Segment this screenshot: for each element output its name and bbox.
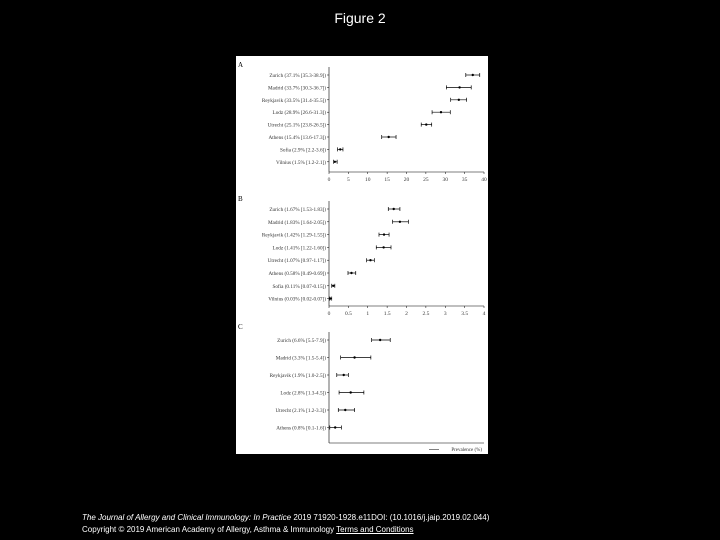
x-tick-label: 5 bbox=[347, 177, 350, 183]
point-estimate bbox=[344, 409, 346, 411]
x-tick-label: 30 bbox=[442, 177, 448, 183]
point-estimate bbox=[334, 161, 336, 163]
row-label: Athens (0.8% [0.1-1.6]) bbox=[276, 425, 326, 432]
point-estimate bbox=[369, 259, 371, 261]
panel-c bbox=[238, 323, 484, 453]
row-label: Lodz (28.9% [26.6-31.3]) bbox=[272, 110, 326, 117]
point-estimate bbox=[332, 285, 334, 287]
row-label: Madrid (33.7% [30.3-36.7]) bbox=[267, 85, 326, 92]
x-tick-label: 4 bbox=[482, 311, 486, 317]
x-tick-label: 35 bbox=[461, 177, 468, 183]
copyright-text: Copyright © 2019 American Academy of Allergy, Asthma & Immunology bbox=[82, 525, 335, 534]
row-label: Vilnius (0.03% [0.02-0.07]) bbox=[268, 296, 326, 303]
point-estimate bbox=[343, 374, 345, 376]
citation-line bbox=[82, 512, 489, 524]
point-estimate bbox=[399, 221, 401, 223]
row-label: Lodz (2.8% [1.3-4.5]) bbox=[280, 390, 326, 397]
x-tick-label: 2.5 bbox=[422, 311, 430, 317]
terms-link[interactable]: Terms and Conditions bbox=[336, 525, 414, 534]
row-label: Sofia (0.11% [0.07-0.15]) bbox=[272, 283, 326, 290]
x-tick-label: 1 bbox=[366, 311, 370, 317]
point-estimate bbox=[393, 208, 395, 210]
figure-panel bbox=[236, 56, 488, 454]
row-label: Athens (15.4% [13.6-17.3]) bbox=[268, 135, 326, 141]
x-tick-label: 20 bbox=[403, 177, 410, 183]
x-tick-label: 0 bbox=[327, 177, 331, 183]
point-estimate bbox=[440, 111, 442, 113]
x-tick-label: 10 bbox=[365, 177, 371, 183]
point-estimate bbox=[458, 86, 460, 88]
citation-details: 2019 71920-1928.e11DOI: (10.1016/j.jaip.2019.02.044) bbox=[291, 513, 490, 522]
panel-letter: B bbox=[238, 195, 243, 203]
row-label: Reykjavik (1.9% [1.0-2.5]) bbox=[269, 373, 326, 379]
panel-letter: A bbox=[238, 61, 244, 69]
forest-plot-figure bbox=[236, 56, 488, 454]
panel-letter: C bbox=[238, 323, 243, 331]
point-estimate bbox=[353, 356, 355, 358]
row-label: Utrecht (2.1% [1.2-3.3]) bbox=[275, 408, 326, 414]
row-label: Madrid (3.3% [1.5-5.4]) bbox=[275, 355, 326, 362]
slide-title: Figure 2 bbox=[334, 10, 386, 26]
point-estimate bbox=[382, 246, 384, 248]
row-label: Athens (0.58% [0.49-0.69]) bbox=[268, 271, 326, 277]
x-tick-label: 3 bbox=[443, 311, 447, 317]
point-estimate bbox=[329, 297, 331, 299]
point-estimate bbox=[387, 136, 389, 138]
row-label: Zurich (6.6% [5.5-7.9]) bbox=[277, 338, 326, 344]
point-estimate bbox=[350, 391, 352, 393]
point-estimate bbox=[472, 74, 474, 76]
x-tick-label: 2 bbox=[405, 311, 408, 317]
x-tick-label: 25 bbox=[423, 177, 429, 183]
panel-a bbox=[238, 61, 487, 183]
row-label: Madrid (1.83% [1.64-2.05]) bbox=[267, 219, 326, 226]
row-label: Lodz (1.41% [1.22-1.60]) bbox=[272, 245, 326, 252]
row-label: Utrecht (25.1% [23.8-26.5]) bbox=[267, 122, 326, 129]
point-estimate bbox=[383, 233, 385, 235]
copyright-line bbox=[82, 524, 489, 536]
row-label: Sofia (2.9% [2.2-3.6]) bbox=[280, 147, 326, 154]
x-axis-label: Prevalence (%) bbox=[451, 448, 482, 453]
point-estimate bbox=[379, 339, 381, 341]
row-label: Reykjavik (1.42% [1.29-1.55]) bbox=[261, 232, 326, 239]
x-tick-label: 3.5 bbox=[461, 311, 469, 317]
row-label: Utrecht (1.07% [0.97-1.17]) bbox=[267, 258, 326, 265]
point-estimate bbox=[339, 148, 341, 150]
point-estimate bbox=[350, 272, 352, 274]
footer bbox=[82, 512, 489, 536]
row-label: Reykjavik (33.5% [31.4-35.5]) bbox=[261, 97, 326, 104]
x-tick-label: 15 bbox=[384, 177, 390, 183]
point-estimate bbox=[334, 426, 336, 428]
row-label: Zurich (37.1% [35.3-38.9]) bbox=[269, 73, 326, 79]
point-estimate bbox=[458, 99, 460, 101]
panel-b bbox=[238, 195, 486, 317]
point-estimate bbox=[425, 123, 427, 125]
citation-journal: The Journal of Allergy and Clinical Immunology: In Practice bbox=[82, 513, 292, 522]
x-tick-label: 0.5 bbox=[344, 311, 352, 317]
x-tick-label: 0 bbox=[327, 311, 331, 317]
x-tick-label: 40 bbox=[481, 177, 487, 183]
x-tick-label: 1.5 bbox=[383, 311, 391, 317]
row-label: Zurich (1.67% [1.53-1.83]) bbox=[269, 207, 326, 213]
row-label: Vilnius (1.5% [1.2-2.1]) bbox=[276, 159, 326, 166]
